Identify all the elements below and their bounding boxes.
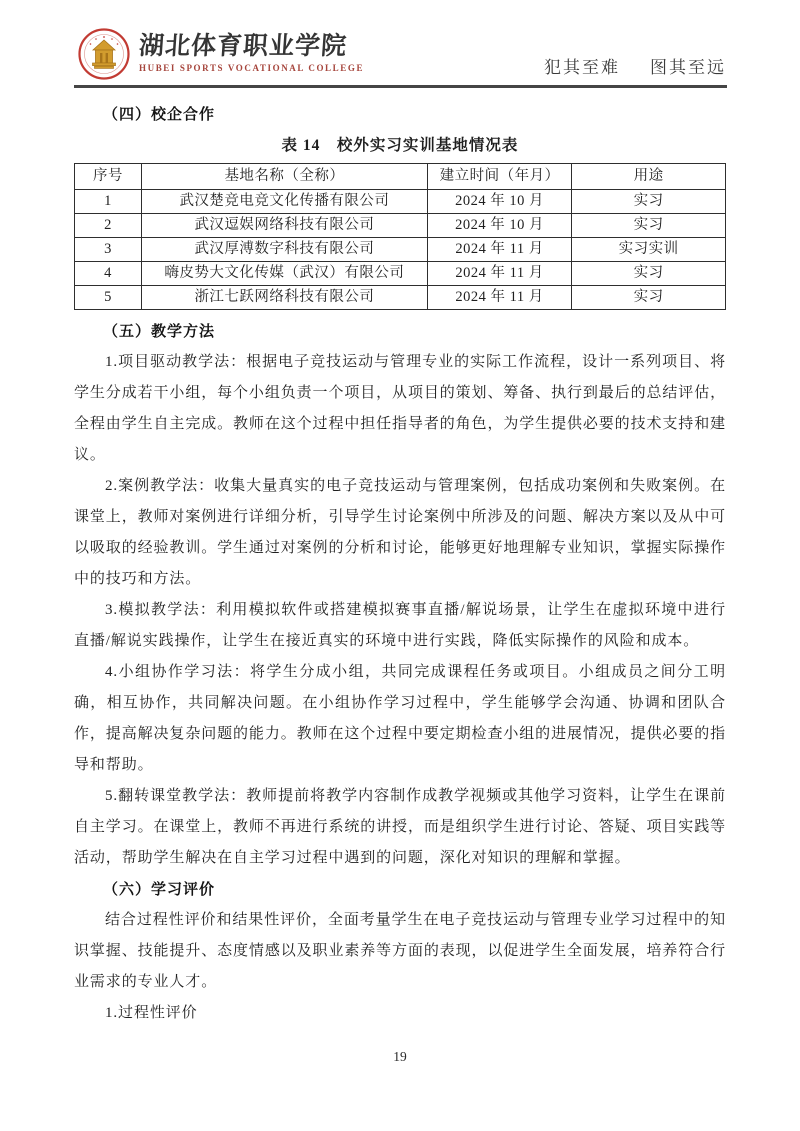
col-header-use: 用途 — [572, 163, 726, 189]
school-name-english: HUBEI SPORTS VOCATIONAL COLLEGE — [139, 63, 365, 73]
paragraph-group-collaboration: 4.小组协作学习法：将学生分成小组，共同完成课程任务或项目。小组成员之间分工明确，相互协作，共同解决问题。在小组协作学习过程中，学生能够学会沟通、协调和团队合作，提高解决复杂问题的能力。教师在这个过程中要定期检查小组的进展情况，提供必要的指导和帮助。 — [74, 663, 726, 773]
cell-use: 实习 — [572, 285, 726, 309]
cell-seq: 3 — [75, 237, 142, 261]
col-header-date: 建立时间（年月） — [427, 163, 572, 189]
cell-name: 嗨皮势大文化传媒（武汉）有限公司 — [142, 261, 428, 285]
cell-seq: 4 — [75, 261, 142, 285]
cell-seq: 1 — [75, 189, 142, 213]
paragraph-project-driven: 1.项目驱动教学法：根据电子竞技运动与管理专业的实际工作流程，设计一系列项目、将学生分成若干小组，每个小组负责一个项目，从项目的策划、筹备、执行到最后的总结评估，全程由学生自主完成。教师在这个过程中担任指导者的角色，为学生提供必要的技术支持和建议。 — [74, 353, 726, 463]
col-header-seq: 序号 — [75, 163, 142, 189]
page-header — [0, 0, 800, 80]
college-seal-icon — [78, 28, 130, 80]
table-title: 表 14 校外实习实训基地情况表 — [281, 136, 519, 154]
paragraph-flipped-classroom: 5.翻转课堂教学法：教师提前将教学内容制作成教学视频或其他学习资料，让学生在课前自主学习。在课堂上，教师不再进行系统的讲授，而是组织学生进行讨论、答疑、项目实践等活动，帮助学生解决在自主学习过程中遇到的问题，深化对知识的理解和掌握。 — [74, 787, 726, 866]
col-header-name: 基地名称（全称） — [142, 163, 428, 189]
section-heading-6: （六）学习评价 — [103, 880, 216, 898]
table-row — [75, 237, 726, 261]
cell-date: 2024 年 10 月 — [427, 213, 572, 237]
cell-name: 武汉厚溥数字科技有限公司 — [142, 237, 428, 261]
section-heading-4: （四）校企合作 — [103, 105, 216, 123]
section-heading-5: （五）教学方法 — [103, 322, 216, 340]
cell-use: 实习 — [572, 261, 726, 285]
cell-use: 实习 — [572, 189, 726, 213]
cell-date: 2024 年 10 月 — [427, 189, 572, 213]
cell-use: 实习实训 — [572, 237, 726, 261]
table-row — [75, 189, 726, 213]
cell-date: 2024 年 11 月 — [427, 261, 572, 285]
cell-name: 浙江七跃网络科技有限公司 — [142, 285, 428, 309]
table-row — [75, 261, 726, 285]
cell-date: 2024 年 11 月 — [427, 237, 572, 261]
cell-date: 2024 年 11 月 — [427, 285, 572, 309]
document-body — [0, 88, 800, 1029]
paragraph-evaluation: 结合过程性评价和结果性评价，全面考量学生在电子竞技运动与管理专业学习过程中的知识掌握、技能提升、态度情感以及职业素养等方面的表现，以促进学生全面发展，培养符合行业需求的专业人才。 — [74, 911, 726, 990]
cell-name: 武汉楚竞电竞文化传播有限公司 — [142, 189, 428, 213]
cell-seq: 5 — [75, 285, 142, 309]
motto-right: 图其至远 — [650, 58, 726, 77]
cell-name: 武汉逗娱网络科技有限公司 — [142, 213, 428, 237]
school-motto — [544, 53, 726, 80]
table-row — [75, 213, 726, 237]
motto-left: 犯其至难 — [544, 58, 620, 77]
training-base-table — [74, 163, 726, 310]
cell-use: 实习 — [572, 213, 726, 237]
table-row — [75, 285, 726, 309]
cell-seq: 2 — [75, 213, 142, 237]
page-number: 19 — [393, 1049, 407, 1064]
paragraph-process-evaluation: 1.过程性评价 — [105, 1004, 198, 1021]
school-name-chinese: 湖北体育职业学院 — [138, 33, 348, 60]
paragraph-simulation: 3.模拟教学法：利用模拟软件或搭建模拟赛事直播/解说场景，让学生在虚拟环境中进行直播/解说实践操作，让学生在接近真实的环境中进行实践，降低实际操作的风险和成本。 — [74, 601, 726, 649]
table-header-row — [75, 163, 726, 189]
paragraph-case-teaching: 2.案例教学法：收集大量真实的电子竞技运动与管理案例，包括成功案例和失败案例。在课堂上，教师对案例进行详细分析，引导学生讨论案例中所涉及的问题、解决方案以及从中可以吸取的经验教训。学生通过对案例的分析和讨论，能够更好地理解专业知识，掌握实际操作中的技巧和方法。 — [74, 477, 726, 587]
school-name-block — [139, 28, 364, 74]
